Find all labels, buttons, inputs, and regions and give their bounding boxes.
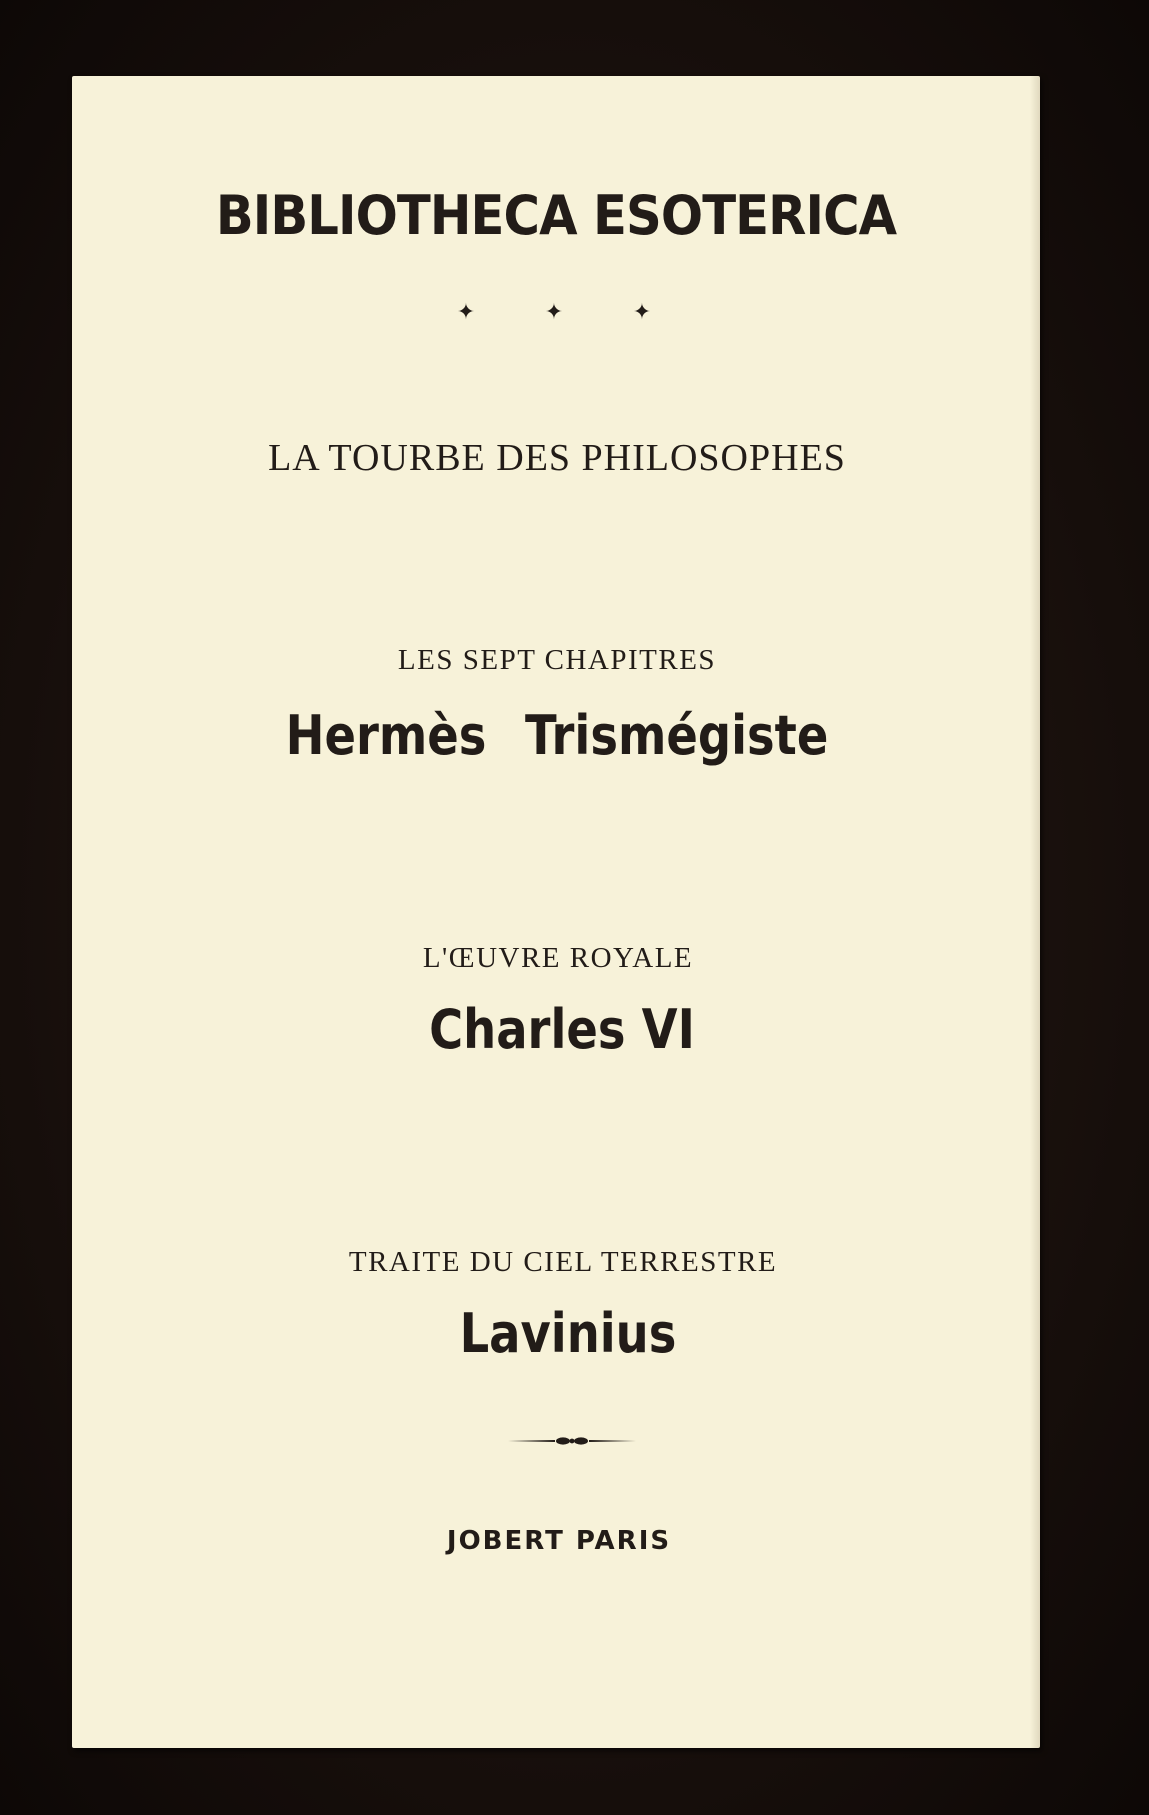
book-cover xyxy=(72,76,1040,1748)
ornament-row xyxy=(70,300,1038,325)
section-author: Lavinius xyxy=(459,1302,677,1365)
decorative-rule-icon xyxy=(507,1436,637,1446)
section-author: Charles VI xyxy=(429,998,695,1061)
ornament-icon: ✦ xyxy=(544,300,564,325)
section-heading: TRAITE DU CIEL TERRESTRE xyxy=(348,1246,778,1278)
ornament-icon: ✦ xyxy=(632,300,652,325)
publisher: JOBERT PARIS xyxy=(446,1526,672,1556)
section-heading: LES SEPT CHAPITRES xyxy=(397,644,717,676)
series-title: BIBLIOTHECA ESOTERICA xyxy=(215,184,897,247)
section-heading: L'ŒUVRE ROYALE xyxy=(422,942,694,974)
work-title: LA TOURBE DES PHILOSOPHES xyxy=(268,437,846,479)
section-author: Hermès Trismégiste xyxy=(285,704,829,767)
ornament-icon: ✦ xyxy=(456,300,476,325)
